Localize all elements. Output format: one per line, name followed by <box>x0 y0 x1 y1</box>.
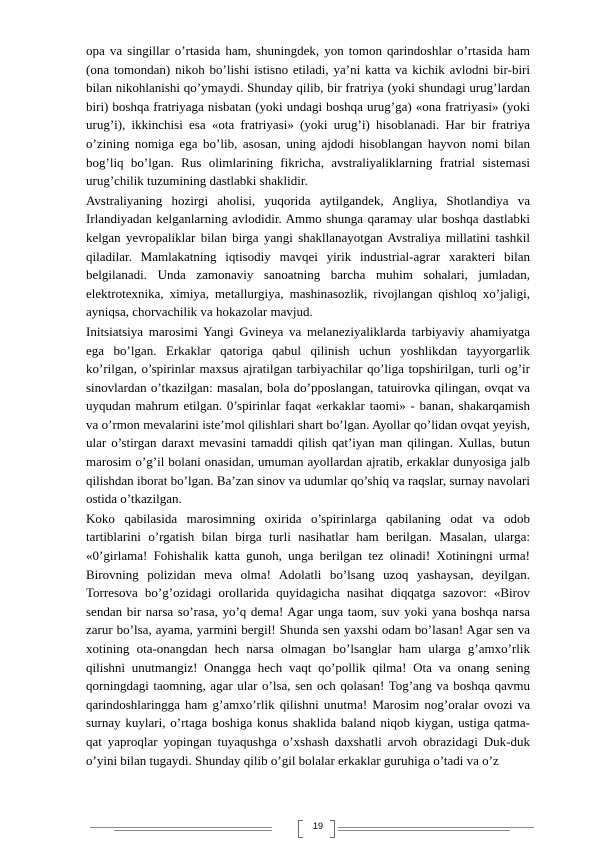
footer-rule-right-inner <box>338 830 510 831</box>
page-number-bracket-left <box>298 820 303 838</box>
page-body <box>86 42 530 770</box>
footer-rule-right <box>338 827 534 828</box>
paragraph-2: Avstraliyaning hozirgi aholisi, yuqorida aytilgandek, Angliya, Shotlandiya va Irlandiyadan kelganlarning avlodidir. Ammo shunga qaramay ular boshqa dastlabki kelgan yevropaliklar bilan birga yangi shakllanayotgan Avstraliya millatini tashkil qiladilar. Mamlakatning iqtisodiy mavqei yirik industrial-agrar xarakteri bilan belgilanadi. Unda zamonaviy sanoatning barcha muhim sohalari, jumladan, elektrotexnika, ximiya, metallurgiya, mashinasozlik, rivojlangan qishloq xo’jaligi, ayniqsa, chorvachilik va hokazolar mavjud. <box>86 192 530 320</box>
footer-rule-left-inner <box>114 830 272 831</box>
paragraph-1: opa va singillar o’rtasida ham, shuningdek, yon tomon qarindoshlar o’rtasida ham (ona tomondan) nikoh bo’lishi istisno etiladi, ya’ni katta va kichik avlodni bir-biri bilan nikohlanishi qo’ymaydi. Shunday qilib, bir fratriya (yoki shundagi urug’lardan biri) boshqa fratriyaga nisbatan (yoki undagi boshqa urug’ga) «ona fratriyasi» (yoki urug’i), ikkinchisi esa «ota fratriyasi» (yoki urug’i) hisoblanadi. Har bir fratriya o’zining nomiga ega bo’lib, asosan, uning ajdodi hisoblangan hayvon nomi bilan bog’liq bo’lgan. Rus olimlarining fikricha, avstraliyaliklarning fratrial sistemasi urug’chilik tuzumining dastlabki shaklidir. <box>86 43 530 189</box>
footer-rule-left <box>90 827 272 828</box>
paragraph-3: Initsiatsiya marosimi Yangi Gvineya va melaneziyaliklarda tarbiyaviy ahamiyatga ega bo’lgan. Erkaklar qatoriga qabul qilinish uchun yoshlikdan tayyorgarlik ko’rilgan, o’spirinlar maxsus ajratilgan tarbiyachilar qo’liga topshirilgan, turli og’ir sinovlardan o’tkazilgan: masalan, bola do’pposlangan, tatuirovka qilingan, ovqat va uyqudan mahrum etilgan. 0’spirinlar faqat «erkaklar taomi» - banan, shakarqamish va o’rmon mevalarini iste’mol qilishlari shart bo’lgan. Ayollar qo’lidan ovqat yeyish, ular o’stirgan daraxt mevasini tamaddi qilish qat’iyan man qilingan. Xullas, butun marosim o’g’il bolani onasidan, umuman ayollardan ajratib, erkaklar dunyosiga jalb qilishdan iborat bo’lgan. Ba’zan sinov va udumlar qo’shiq va raqslar, surnay navolari ostida o’tkazilgan. <box>86 323 530 507</box>
paragraph-4: Koko qabilasida marosimning oxirida o’spirinlarga qabilaning odat va odob tartiblarini o’rgatish bilan birga turli nasihatlar ham berilgan. Masalan, ularga: «0’girlama! Fohishalik katta gunoh, unga berilgan tez olinadi! Xotiningni urma! Birovning polizidan meva olma! Adolatli bo’lsang uzoq yashaysan, deyilgan. Torresova bo’g’ozidagi orollarida quyidagicha nasihat diqqatga sazovor: «Birov sendan bir narsa so’rasa, yo’q dema! Agar unga taom, suv yoki yana boshqa narsa zarur bo’lsa, ayama, yarmini bergil! Shunda sen yaxshi odam bo’lasan! Agar sen va xotining ota-onangdan hech narsa olmagan bo’lsanglar ham ularga g’amxo’rlik qilishni unutmangiz! Onangga hech vaqt qo’pollik qilma! Ota va onang sening qorningdagi taomning, agar ular o’lsa, sen och qolasan! Tog’ang va boshqa qavmu qarindoshlaringga ham g’amxo’rlik qilishni unutma! Marosim nog’oralar ovozi va surnay kuylari, o’rtaga boshiga konus shaklida baland niqob kiygan, ustiga qatma-qat yaproqlar yopingan tuyaqushga o’xshash daxshatli arvoh obrazidagi Duk-duk o’yini bilan tugaydi. Shunday qilib o’gil bolalar erkaklar guruhiga o’tadi va o’z <box>86 510 530 768</box>
page-footer <box>90 820 534 836</box>
page-number-bracket-right <box>330 820 335 838</box>
page-number: 19 <box>312 821 323 831</box>
